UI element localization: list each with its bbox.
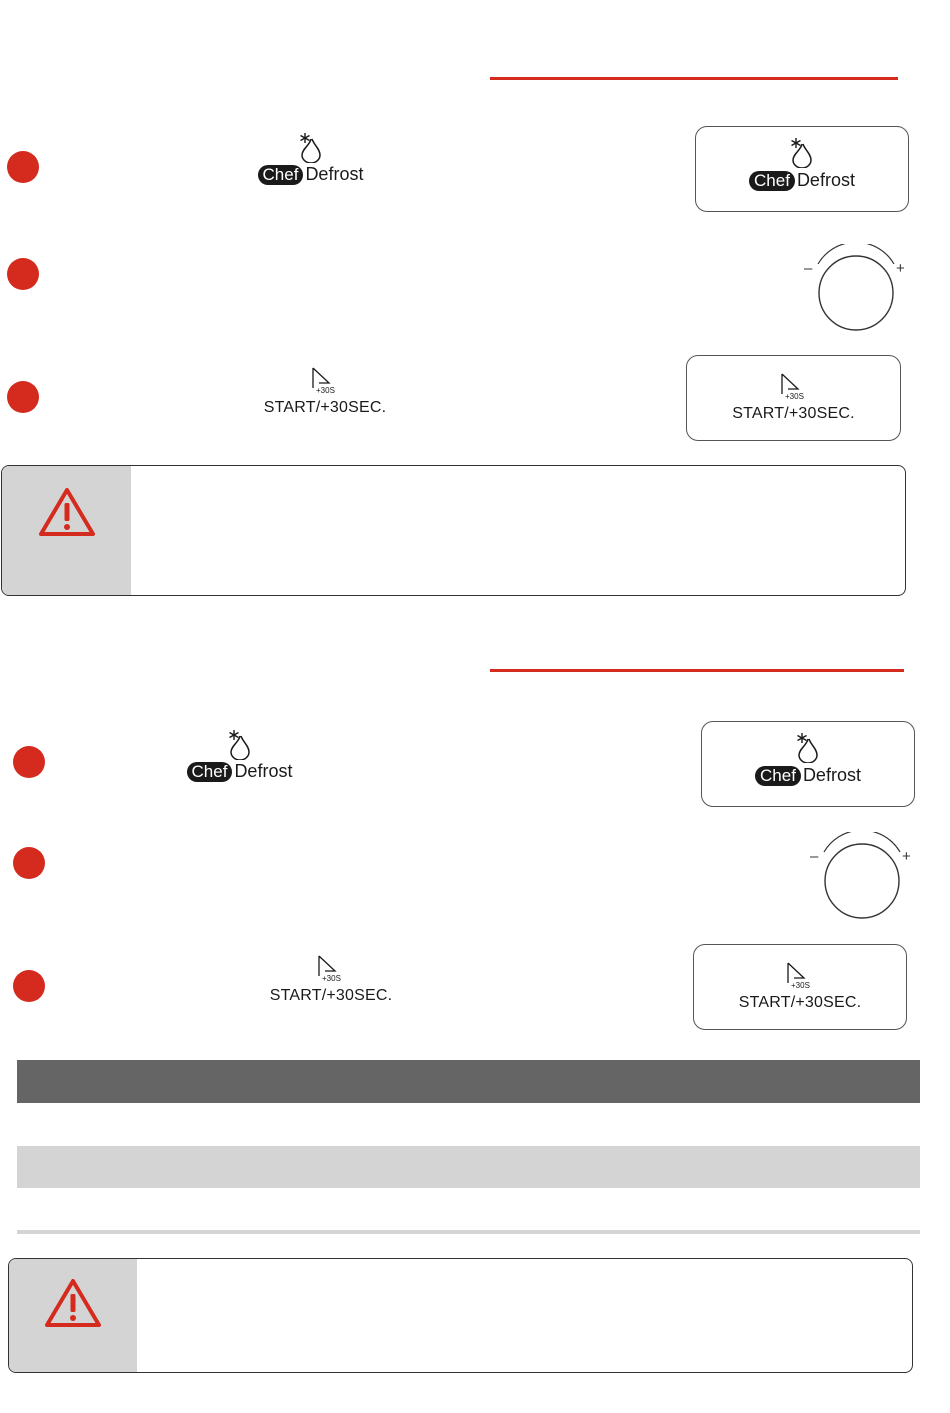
- table-row: [17, 1146, 920, 1188]
- chef-badge: Chef: [755, 766, 801, 786]
- defrost-drop-icon: [296, 131, 326, 163]
- start-label: START/+30SEC.: [263, 399, 387, 416]
- step-2-marker: [13, 847, 45, 879]
- chef-defrost-button[interactable]: [695, 126, 909, 212]
- start-inline-label: [250, 366, 400, 417]
- start-inline-label: [256, 954, 406, 1005]
- plus30s-label: +30S: [784, 392, 804, 400]
- start-30sec-button[interactable]: [693, 944, 907, 1030]
- defrost-drop-icon: [787, 136, 817, 168]
- defrost-label: Defrost: [796, 170, 855, 190]
- dial-knob-icon[interactable]: [808, 832, 916, 922]
- table-row: [17, 1188, 920, 1230]
- start-arrow-icon: [776, 372, 812, 400]
- start-arrow-icon: [782, 961, 818, 989]
- warning-sidebar: [2, 466, 131, 595]
- table-row: [17, 1103, 920, 1146]
- chef-badge: Chef: [749, 171, 795, 191]
- step-1-marker: [13, 746, 45, 778]
- dial-minus: –: [810, 848, 819, 865]
- warning-triangle-icon: [44, 1277, 102, 1329]
- defrost-label: Defrost: [802, 765, 861, 785]
- dial-minus: –: [804, 260, 813, 277]
- step-3-marker: [13, 970, 45, 1002]
- defrost-drop-icon: [793, 731, 823, 763]
- dial-knob-icon[interactable]: [802, 244, 910, 334]
- chef-defrost-button[interactable]: [701, 721, 915, 807]
- chef-defrost-inline-label: [248, 131, 373, 185]
- step-3-marker: [7, 381, 39, 413]
- start-label: START/+30SEC.: [738, 994, 862, 1011]
- defrost-label: Defrost: [234, 761, 293, 781]
- warning-sidebar: [9, 1259, 137, 1372]
- plus30s-label: +30S: [322, 974, 341, 982]
- chef-badge: Chef: [187, 762, 233, 782]
- start-30sec-button[interactable]: [686, 355, 901, 441]
- table-header-row: [17, 1060, 920, 1103]
- defrost-label: Defrost: [305, 164, 364, 184]
- step-1-marker: [7, 151, 39, 183]
- start-label: START/+30SEC.: [732, 405, 855, 422]
- start-label: START/+30SEC.: [269, 987, 393, 1004]
- defrost-drop-icon: [225, 728, 255, 760]
- start-arrow-icon: [313, 954, 349, 982]
- start-arrow-icon: [307, 366, 343, 394]
- step-2-marker: [7, 258, 39, 290]
- dial-plus: +: [896, 260, 905, 277]
- warning-box-1: [1, 465, 906, 596]
- plus30s-label: +30S: [791, 981, 810, 989]
- dial-plus: +: [902, 848, 911, 865]
- section-1-rule: [490, 77, 898, 80]
- chef-defrost-inline-label: [177, 728, 302, 782]
- table-bottom-rule: [17, 1230, 920, 1234]
- section-2-rule: [490, 669, 904, 672]
- chef-badge: Chef: [258, 165, 304, 185]
- plus30s-label: +30S: [316, 386, 335, 394]
- warning-box-2: [8, 1258, 913, 1373]
- warning-triangle-icon: [38, 486, 96, 538]
